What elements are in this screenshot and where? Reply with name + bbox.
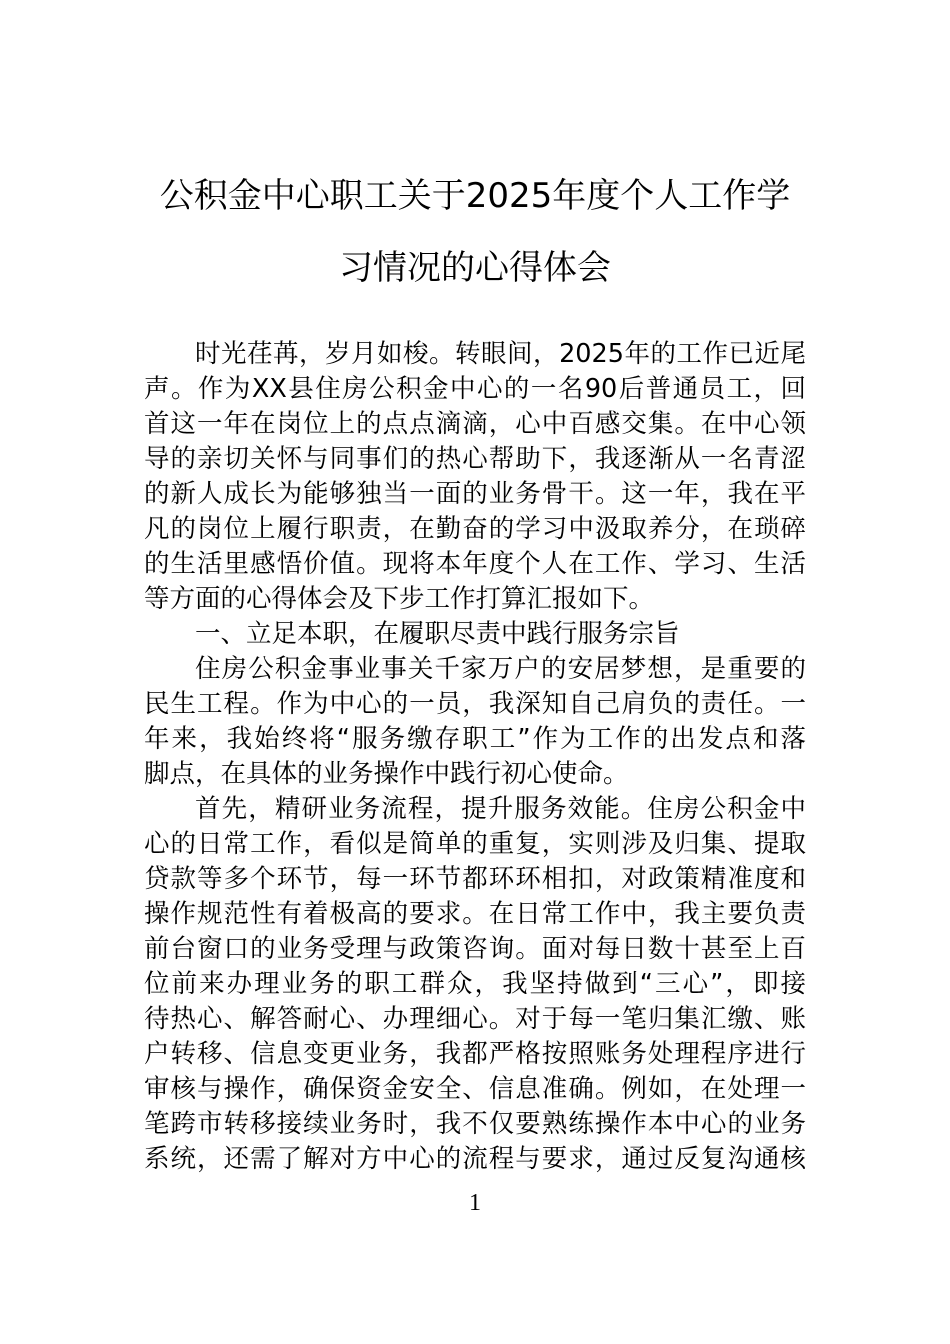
paragraph-line: 前台窗口的业务受理与政策咨询。面对每日数十甚至上百: [144, 934, 806, 964]
document-title-line-1: 公积金中心职工关于2025年度个人工作学: [159, 176, 791, 216]
paragraph-line: 贷款等多个环节，每一环节都环环相扣，对政策精准度和: [144, 864, 806, 894]
paragraph-line: 的生活里感悟价值。现将本年度个人在工作、学习、生活: [144, 549, 806, 579]
paragraph-line: 系统，还需了解对方中心的流程与要求，通过反复沟通核: [144, 1144, 806, 1174]
paragraph-line: 脚点，在具体的业务操作中践行初心使命。: [144, 759, 629, 789]
page-number: 1: [469, 1190, 481, 1216]
paragraph-line: 导的亲切关怀与同事们的热心帮助下，我逐渐从一名青涩: [144, 444, 806, 474]
paragraph-line: 声。作为XX县住房公积金中心的一名90后普通员工，回: [144, 374, 806, 404]
paragraph-line: 首先，精研业务流程，提升服务效能。住房公积金中: [195, 794, 806, 824]
paragraph-line: 等方面的心得体会及下步工作打算汇报如下。: [144, 584, 655, 614]
paragraph-line: 笔跨市转移接续业务时，我不仅要熟练操作本中心的业务: [144, 1109, 806, 1139]
paragraph-line: 年来，我始终将“服务缴存职工”作为工作的出发点和落: [144, 724, 806, 754]
paragraph-line: 心的日常工作，看似是简单的重复，实则涉及归集、提取: [144, 829, 806, 859]
document-title-line-2: 习情况的心得体会: [339, 248, 611, 288]
paragraph-line: 户转移、信息变更业务，我都严格按照账务处理程序进行: [144, 1039, 806, 1069]
paragraph-line: 位前来办理业务的职工群众，我坚持做到“三心”，即接: [144, 969, 806, 999]
paragraph-line: 民生工程。作为中心的一员，我深知自己肩负的责任。一: [144, 689, 806, 719]
section-heading: 一、立足本职，在履职尽责中践行服务宗旨: [195, 619, 680, 649]
paragraph-line: 审核与操作，确保资金安全、信息准确。例如，在处理一: [144, 1074, 806, 1104]
paragraph-line: 待热心、解答耐心、办理细心。对于每一笔归集汇缴、账: [144, 1004, 806, 1034]
paragraph-line: 住房公积金事业事关千家万户的安居梦想，是重要的: [195, 654, 806, 684]
paragraph-line: 的新人成长为能够独当一面的业务骨干。这一年，我在平: [144, 479, 806, 509]
paragraph-line: 操作规范性有着极高的要求。在日常工作中，我主要负责: [144, 899, 806, 929]
paragraph-line: 时光荏苒，岁月如梭。转眼间，2025年的工作已近尾: [195, 339, 806, 369]
paragraph-line: 凡的岗位上履行职责，在勤奋的学习中汲取养分，在琐碎: [144, 514, 806, 544]
paragraph-line: 首这一年在岗位上的点点滴滴，心中百感交集。在中心领: [144, 409, 806, 439]
